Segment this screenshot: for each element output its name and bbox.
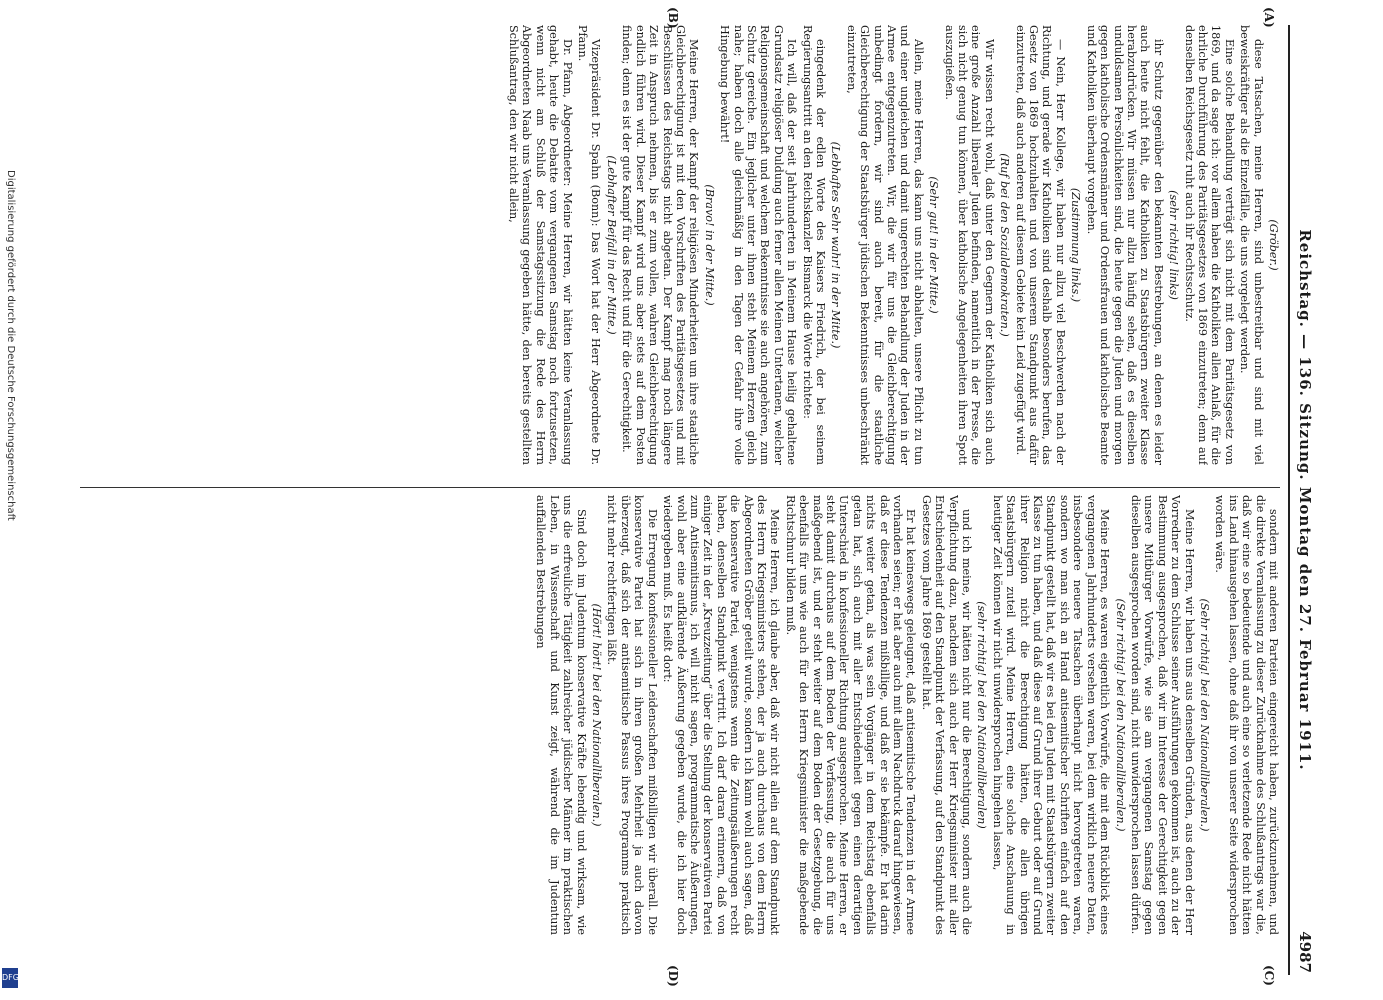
text-column-right <box>80 495 1280 935</box>
paragraph: diese Tatsachen, meine Herren, sind unbestreitbar und sind mit viel beweiskräftiger als die Einzelfälle, die uns vorgelegt werden. <box>1238 25 1265 465</box>
paragraph: Meine Herren, wir haben uns aus denselben Gründen, aus denen der Herr Vorredner zu dem Schlusse seiner Ausführungen gekommen ist, auch zu der Bestimmung ausgesprochen, daß wir im Interesse der Gerechtigkeit gegen unsere Mitbürger Vorwürfe, wie sie am vergangenen Samstag gegen dieselben ausgesprochen worden sind, nicht unwidersprochen lassen dürfen. <box>1128 495 1196 935</box>
paragraph: (Sehr richtig! bei den Nationalliberalen.) <box>1113 598 1127 832</box>
page-title: Reichstag. — 136. Sitzung. Montag den 27. Februar 1911. <box>1296 229 1314 771</box>
margin-mark-d: (D) <box>666 965 680 987</box>
paragraph: (Lebhaftes Sehr wahr! in der Mitte.) <box>829 141 843 349</box>
digitization-credit <box>2 170 20 990</box>
paragraph: Meine Herren, ich glaube aber, daß wir nicht allein auf dem Standpunkt des Herrn Kriegsministers stehen, der ja auch durchaus von dem Herrn Abgeordneten Gröber geteilt wurde, sondern ich kann wohl auch sagen, daß die konservative Partei, wenigstens wenn die Zeitungsäußerungen recht haben, denselben Standpunkt vertritt. Ich darf daran erinnern, daß von einiger Zeit in der „Kreuzzeitung“ über die Stellung der konservativen Partei zum Antisemitismus, ich will nicht sagen, programmatische Äußerungen, wohl aber eine aufklärende Äußerung gegeben wurde, die ich hier doch wiedergeben muß. Es heißt dort: <box>661 495 782 935</box>
paragraph: Die Erregung konfessioneller Leidenschaften mißbilligen wir überall. Die konservative Partei hat sich in ihren großen Mehrheit ja auch davon überzeugt, daß sich der antisemitische Passus ihres Programms praktisch nicht mehr rechtfertigen läßt. <box>605 495 659 935</box>
paragraph: Sind doch im Judentum konservative Kräfte lebendig und wirksam, wie uns die erfreuliche Tätigkeit zahlreicher jüdischer Männer im praktischen Leben, in Wissenschaft und Kunst zeigt, während die im Judentum auffallenden Bestrebungen <box>534 495 588 935</box>
paragraph: (Zustimmung links.) <box>1069 187 1083 303</box>
paragraph: Er hat keineswegs geleugnet, daß antisemitische Tendenzen in der Armee vorhanden seien; er hat aber auch mit allem Nachdruck darauf hingewiesen, daß er diese Tendenzen mißbillige, und daß er sie bekämpfe. Er hat darin nichts weiter getan, als was sein Vorgänger in dem Reichstag ebenfalls getan hat, sich auch mit aller Entschiedenheit gegen einen derartigen Unterschied in konfessioneller Richtung ausgesprochen. Meine Herren, er steht damit durchaus auf dem Boden der Verfassung, die auch für uns maßgebend ist, und er steht weiter auf dem Boden der Gesetzgebung, die ebenfalls für uns wie auch für den Herrn Kriegsminister die maßgebende Richtschnur bilden muß. <box>783 495 918 935</box>
page-number: 4987 <box>1296 931 1314 973</box>
margin-mark-a: (A) <box>1262 7 1276 28</box>
paragraph: Eine solche Behandlung verträgt sich nicht mit dem Paritätsgesetz von 1869, und da sage ich: vor allem haben die Katholiken allen Anlaß, für die ehrliche Durchführung des Paritätsgesetzes von 1869 einzutreten; denn auf denselben Reichsgesetz ruht auch ihr Rechtsschutz. <box>1182 25 1236 465</box>
paragraph: und ich meine, wir hätten nicht nur die Berechtigung, sondern auch die Verpflichtung dazu, nachdem sich auch der Herr Kriegsminister mit aller Entschiedenheit auf den Standpunkt der Verfassung, auf den Standpunkt des Gesetzes vom Jahre 1869 gestellt hat. <box>919 495 974 935</box>
paragraph: (Sehr richtig! bei den Nationalliberalen.) <box>1197 598 1211 832</box>
paragraph: eingedenk der edlen Worte des Kaisers Friedrich, der bei seinem Regierungsantritt an den Reichskanzler Bismarck die Worte richtete: <box>800 25 827 465</box>
margin-mark-c: (C) <box>1262 965 1276 986</box>
paragraph: (sehr richtig! links) <box>1167 190 1181 300</box>
paragraph: (Gröber.) <box>1267 219 1280 271</box>
paragraph: Ich will, daß der seit Jahrhunderten in Meinem Hause heilig gehaltene Grundsatz religiöser Duldung auch ferner allen Meinen Untertanen, welcher Religionsgemeinschaft und welchem Bekenntnisse sie auch angehören, zum Schutz gereiche. Ein jeglicher unter ihnen steht Meinem Herzen gleich nahe; haben doch alle gleichmäßig in den Tagen der Gefahr ihre volle Hingebung bewährt! <box>718 25 799 465</box>
credit-text: Digitalisierung gefördert durch die Deutsche Forschungsgemeinschaft <box>5 170 16 521</box>
paragraph: Allein, meine Herren, das kann uns nicht abhalten, unsere Pflicht zu tun und einer ungleichen und damit ungerechten Behandlung der Juden in der Armee entgegenzutreten. Wir, die wir für uns die Gleichberechtigung unbedingt fordern, wir sind auch bereit, für die staatliche Gleichberechtigung der Staatsbürger jüdischen Bekenntnisses unbeschränkt einzutreten, <box>844 25 925 465</box>
paragraph: (sehr richtig! bei den Nationalliberalen) <box>975 601 989 829</box>
paragraph: Meine Herren, der Kampf der religiösen Minderheiten um ihre staatliche Gleichberechtigung ist mit den Vorschriften des Paritätsgesetzes und mit Beschlüssen des Reichstags nicht abgetan. Der Kampf mag noch längere Zeit in Anspruch nehmen, bis er zum vollen, wahren Gleichberechtigung endlich führen wird. Dieser Kampf wird uns aber stets auf dem Posten finden; denn es ist der gute Kampf für das Recht und für die Gerechtigkeit. <box>620 25 701 465</box>
paragraph: Vizepräsident Dr. Spahn (Bonn): Das Wort hat der Herr Abgeordnete Dr. Pfann. <box>576 25 603 465</box>
paragraph: Meine Herren, es waren eigentlich Vorwürfe, die mit dem Rückblick eines vergangenen Jahrhunderts versehen waren, bei dem wirklich neuere Daten, insbesondere neuere Tatsachen überhaupt nicht hervorgetreten waren, sondern wo man sich an Hand antisemitischer Schriften einfach auf den Standpunkt gestellt hat, daß wir es bei den Juden mit Staatsbürgern zweiter Klasse zu tun haben, und daß diese auf Grund ihrer Geburt oder auf Grund ihrer Religion nicht die Berechtigung hätten, die allen übrigen Staatsbürgern zuteil wird. Meine Herren, eine solche Anschauung in heutiger Zeit können wir nicht unwidersprochen hingehen lassen, <box>990 495 1112 935</box>
text-column-left <box>80 25 1280 465</box>
paragraph: Wir wissen recht wohl, daß unter den Gegnern der Katholiken sich auch eine große Anzahl liberaler Juden befinden, namentlich in der Presse, die sich nicht genug tun können, über katholische Angelegenheiten ihren Spott auszugießen. <box>942 25 996 465</box>
paragraph: ihr Schutz gegenüber den bekannten Bestrebungen, an denen es leider auch heute nicht fehlt, die Katholiken zu Staatsbürgern zweiter Klasse herabzudrücken. Wir müssen nur allzu häufig sehen, daß es dieselben unduldsamen Persönlichkeiten sind, die heute gegen die Juden und morgen gegen katholische Ordensmänner und Ordensfrauen und katholische Beamte und Katholiken überhaupt vorgehen. <box>1084 25 1165 465</box>
paragraph: (Hört! hört! bei den Nationalliberalen.) <box>590 603 604 827</box>
paragraph: Dr. Pfann, Abgeordneter: Meine Herren, wir hätten keine Veranlassung gehabt, heute die Debatte vom vergangenen Samstag noch fortzusetzen, wenn nicht am Schluß der Samstagssitzung die Rede des Herrn Abgeordneten Naab uns Veranlassung gegeben hätte, den bereits gestellten Schlußantrag, den wir nicht allein, <box>507 25 574 465</box>
paragraph: (Bravo! in der Mitte.) <box>702 184 716 306</box>
paragraph: (Ruf bei den Sozialdemokraten.) <box>998 153 1012 337</box>
paragraph: (Lebhafter Beifall in der Mitte.) <box>604 155 618 335</box>
margin-mark-b: (B) <box>666 7 680 29</box>
paragraph: (Sehr gut! in der Mitte.) <box>927 176 941 314</box>
page-header <box>1288 25 1320 975</box>
rotated-page-content <box>55 7 1320 987</box>
dfg-logo: DFG <box>2 968 18 988</box>
paragraph: sondern mit anderen Parteien eingereicht haben, zurückzunehmen, und die direkte Veranlassung zu dieser Zurücknahme des Schlußantrags war die, daß wir eine so bedeutende und auch eine so verletzende Rede nicht hätten ins Land hinausgehen lassen, ohne daß ihr von unserer Seite widersprochen worden wäre. <box>1213 495 1280 935</box>
column-divider <box>80 487 1280 488</box>
paragraph: — Nein, Herr Kollege, wir haben nur allzu viel Beschwerden nach der Richtung, und gerade wir Katholiken sind deshalb besonders berufen, das Gesetz von 1869 hochzuhalten und von unserem Standpunkt aus dafür einzutreten, daß auch anderen auf diesem Gebiete kein Leid zugefügt wird. <box>1013 25 1067 465</box>
